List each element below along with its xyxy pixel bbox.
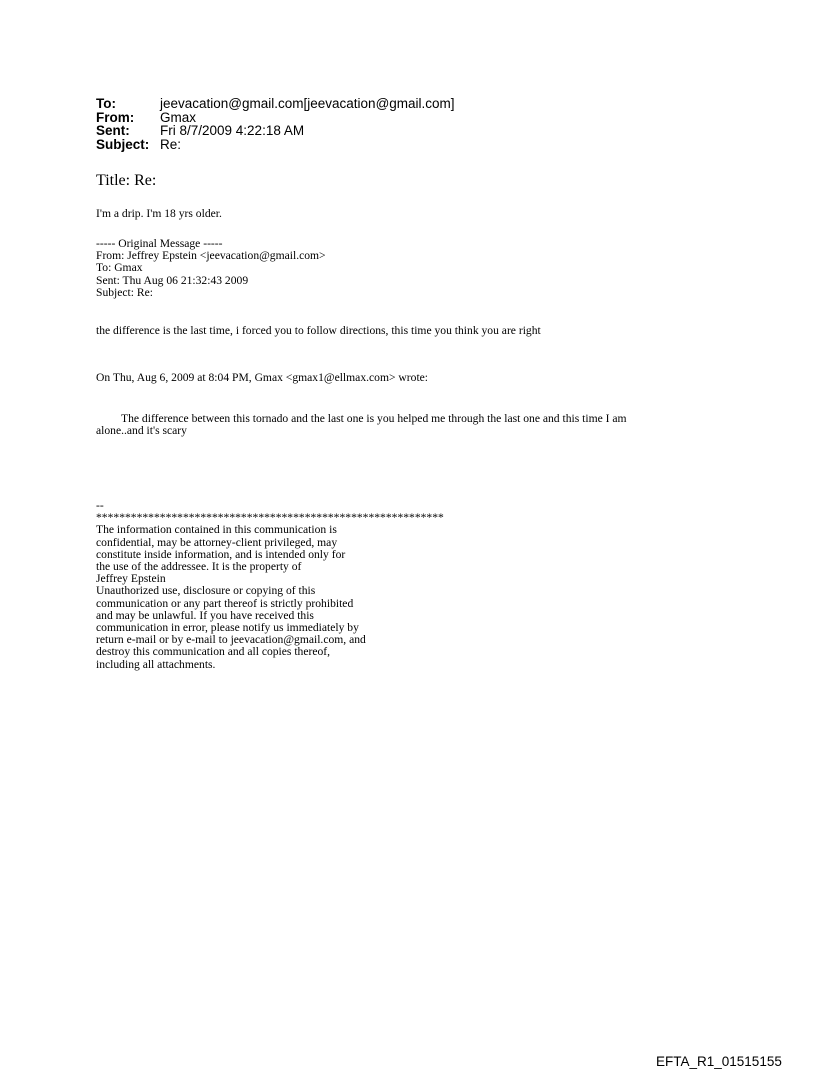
subject-label: Subject: (96, 136, 150, 152)
disclaimer-line: confidential, may be attorney-client privileged, may (96, 535, 338, 549)
disclaimer-line: destroy this communication and all copies thereof, (96, 645, 331, 659)
header-sent-row (96, 124, 455, 138)
disclaimer-line: return e-mail or by e-mail to jeevacation@gmail.com, and (96, 633, 366, 647)
reply-body: I'm a drip. I'm 18 yrs older. (96, 207, 222, 220)
quoted-body-line-1: The difference between this tornado and the last one is you helped me through the last one and this time I am (121, 412, 627, 425)
disclaimer-line: including all attachments. (96, 657, 216, 671)
sent-value: Fri 8/7/2009 4:22:18 AM (160, 123, 305, 138)
to-value: jeevacation@gmail.com[jeevacation@gmail.com] (160, 96, 455, 111)
signature-dashes: -- (96, 499, 104, 512)
subject-value: Re: (160, 136, 182, 152)
original-sent: Sent: Thu Aug 06 21:32:43 2009 (96, 273, 249, 287)
header-subject-row (96, 138, 455, 152)
from-value: Gmax (160, 109, 197, 125)
document-id: EFTA_R1_01515155 (656, 1054, 782, 1069)
disclaimer-line: Jeffrey Epstein (96, 572, 166, 586)
email-header (96, 97, 455, 151)
signature-block (96, 500, 444, 671)
signature-stars: ************************************************************ (96, 511, 444, 525)
email-title: Title: Re: (96, 172, 157, 189)
from-label: From: (96, 109, 135, 125)
disclaimer-line: The information contained in this communication is (96, 523, 337, 537)
header-from-row (96, 111, 455, 125)
quoted-body-line-2: alone..and it's scary (96, 424, 187, 438)
original-from: From: Jeffrey Epstein <jeevacation@gmail.com> (96, 249, 326, 263)
disclaimer-line: Unauthorized use, disclosure or copying of this (96, 584, 316, 598)
disclaimer-line: and may be unlawful. If you have received this (96, 608, 314, 622)
epstein-body: the difference is the last time, i forced you to follow directions, this time you think you are right (96, 324, 541, 337)
quoted-body (96, 413, 627, 437)
original-message-block (96, 238, 326, 299)
disclaimer-line: communication or any part thereof is strictly prohibited (96, 596, 354, 610)
original-message-divider: ----- Original Message ----- (96, 237, 223, 250)
original-to: To: Gmax (96, 261, 143, 275)
disclaimer-line: constitute inside information, and is intended only for (96, 547, 346, 561)
header-to-row (96, 97, 455, 111)
to-label: To: (96, 96, 116, 111)
quote-attribution: On Thu, Aug 6, 2009 at 8:04 PM, Gmax <gmax1@ellmax.com> wrote: (96, 371, 429, 384)
original-subject: Subject: Re: (96, 285, 153, 299)
sent-label: Sent: (96, 123, 130, 138)
disclaimer-line: the use of the addressee. It is the property of (96, 560, 302, 574)
disclaimer-line: communication in error, please notify us immediately by (96, 621, 359, 635)
